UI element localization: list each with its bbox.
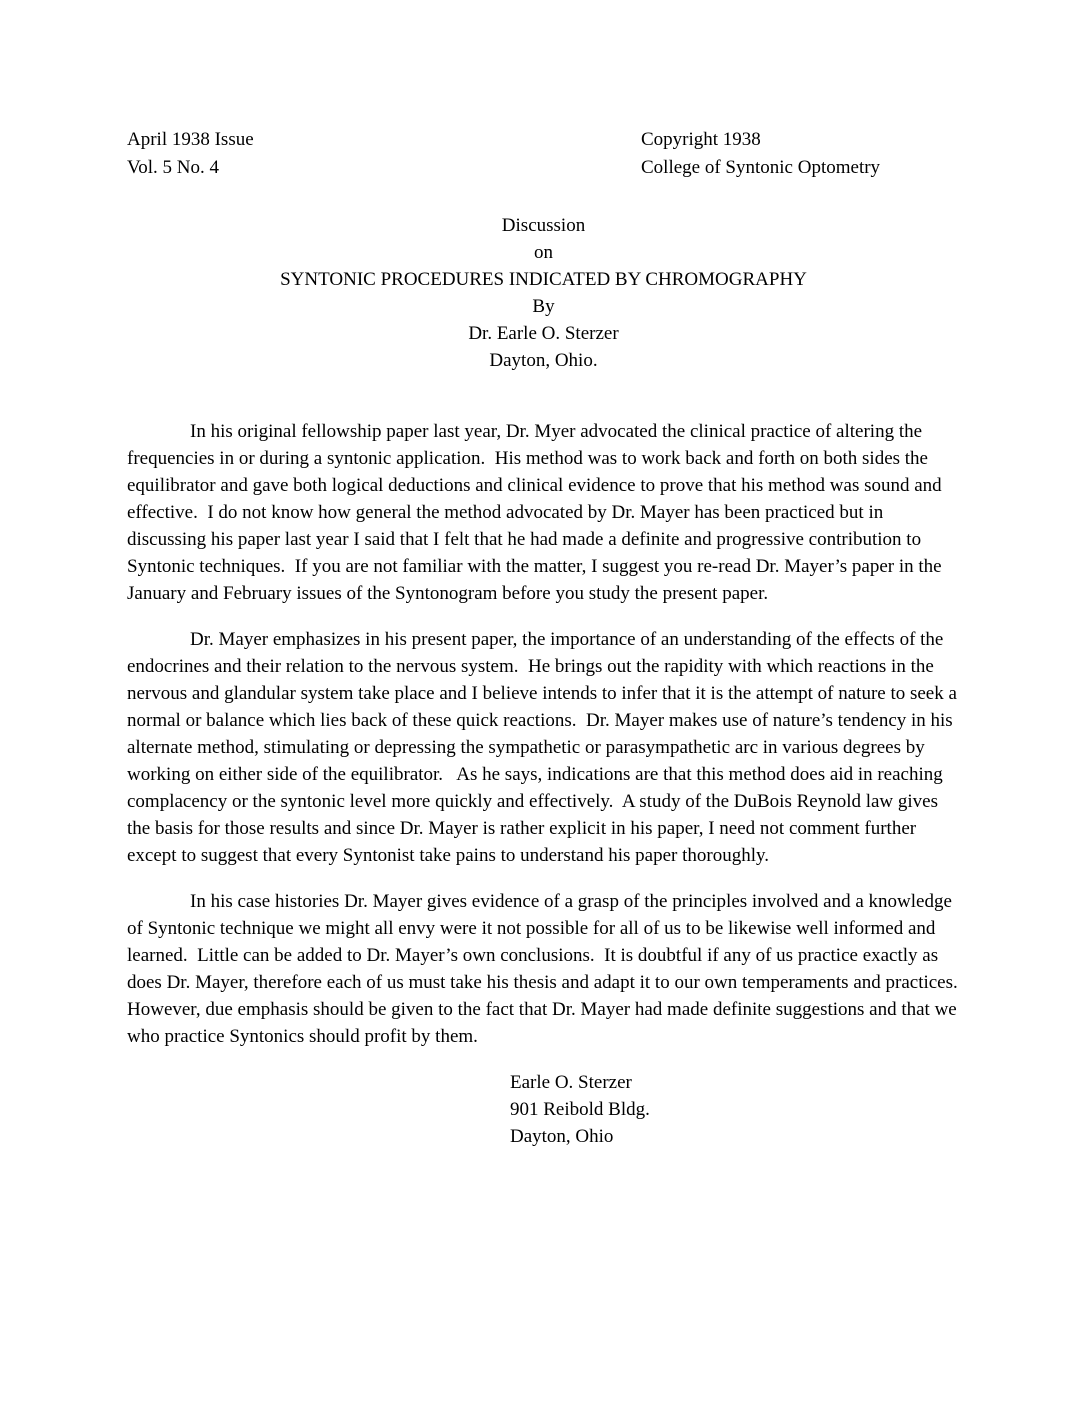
- issue-line: April 1938 Issue: [127, 129, 254, 150]
- paragraph-3: In his case histories Dr. Mayer gives evidence of a grasp of the principles involved and a knowledge of Syntonic technique we might all envy were it not possible for all of us to be likewise well informed and learned. Little can be added to Dr. Mayer’s own conclusions. It is doubtful if any of us practice exactly as does Dr. Mayer, therefore each of us must take his thesis and adapt it to our own temperaments and practices. However, due emphasis should be given to the fact that Dr. Mayer had made definite suggestions and that we who practice Syntonics should profit by them.: [127, 891, 968, 1047]
- title-line-location: Dayton, Ohio.: [489, 350, 598, 371]
- title-block: [127, 212, 960, 374]
- header-right: [641, 126, 880, 182]
- signature-name: Earle O. Sterzer: [510, 1072, 632, 1093]
- title-line-on: on: [534, 242, 553, 263]
- paragraph-2: Dr. Mayer emphasizes in his present paper, the importance of an understanding of the effects of the endocrines and their relation to the nervous system. He brings out the rapidity with which reactions in the nervous and glandular system take place and I believe intends to infer that it is the attempt of nature to seek a normal or balance which lies back of these quick reactions. Dr. Mayer makes use of nature’s tendency in his alternate method, stimulating or depressing the sympathetic or parasympathetic arc in various degrees by working on either side of the equilibrator. As he says, indications are that this method does aid in reaching complacency or the syntonic level more quickly and effectively. A study of the DuBois Reynold law gives the basis for those results and since Dr. Mayer is rather explicit in his paper, I need not comment further except to suggest that every Syntonist take pains to understand his paper thoroughly.: [127, 629, 962, 866]
- document-header: [127, 126, 960, 182]
- title-line-author: Dr. Earle O. Sterzer: [468, 323, 619, 344]
- title-line-main: SYNTONIC PROCEDURES INDICATED BY CHROMOGRAPHY: [280, 269, 807, 290]
- signature-city: Dayton, Ohio: [510, 1126, 614, 1147]
- document-body: [127, 418, 968, 1050]
- header-left: [127, 126, 254, 182]
- paragraph-1: In his original fellowship paper last year, Dr. Myer advocated the clinical practice of altering the frequencies in or during a syntonic application. His method was to work back and forth on both sides the equilibrator and gave both logical deductions and clinical evidence to prove that his method was sound and effective. I do not know how general the method advocated by Dr. Mayer has been practiced but in discussing his paper last year I said that I felt that he had made a definite and progressive contribution to Syntonic techniques. If you are not familiar with the matter, I suggest you re-read Dr. Mayer’s paper in the January and February issues of the Syntonogram before you study the present paper.: [127, 421, 947, 604]
- organization-line: College of Syntonic Optometry: [641, 157, 881, 178]
- volume-line: Vol. 5 No. 4: [127, 157, 220, 178]
- title-line-discussion: Discussion: [501, 215, 586, 236]
- title-line-by: By: [532, 296, 555, 317]
- signature-address: 901 Reibold Bldg.: [510, 1099, 650, 1120]
- signature-block: [510, 1069, 960, 1150]
- copyright-line: Copyright 1938: [641, 129, 761, 150]
